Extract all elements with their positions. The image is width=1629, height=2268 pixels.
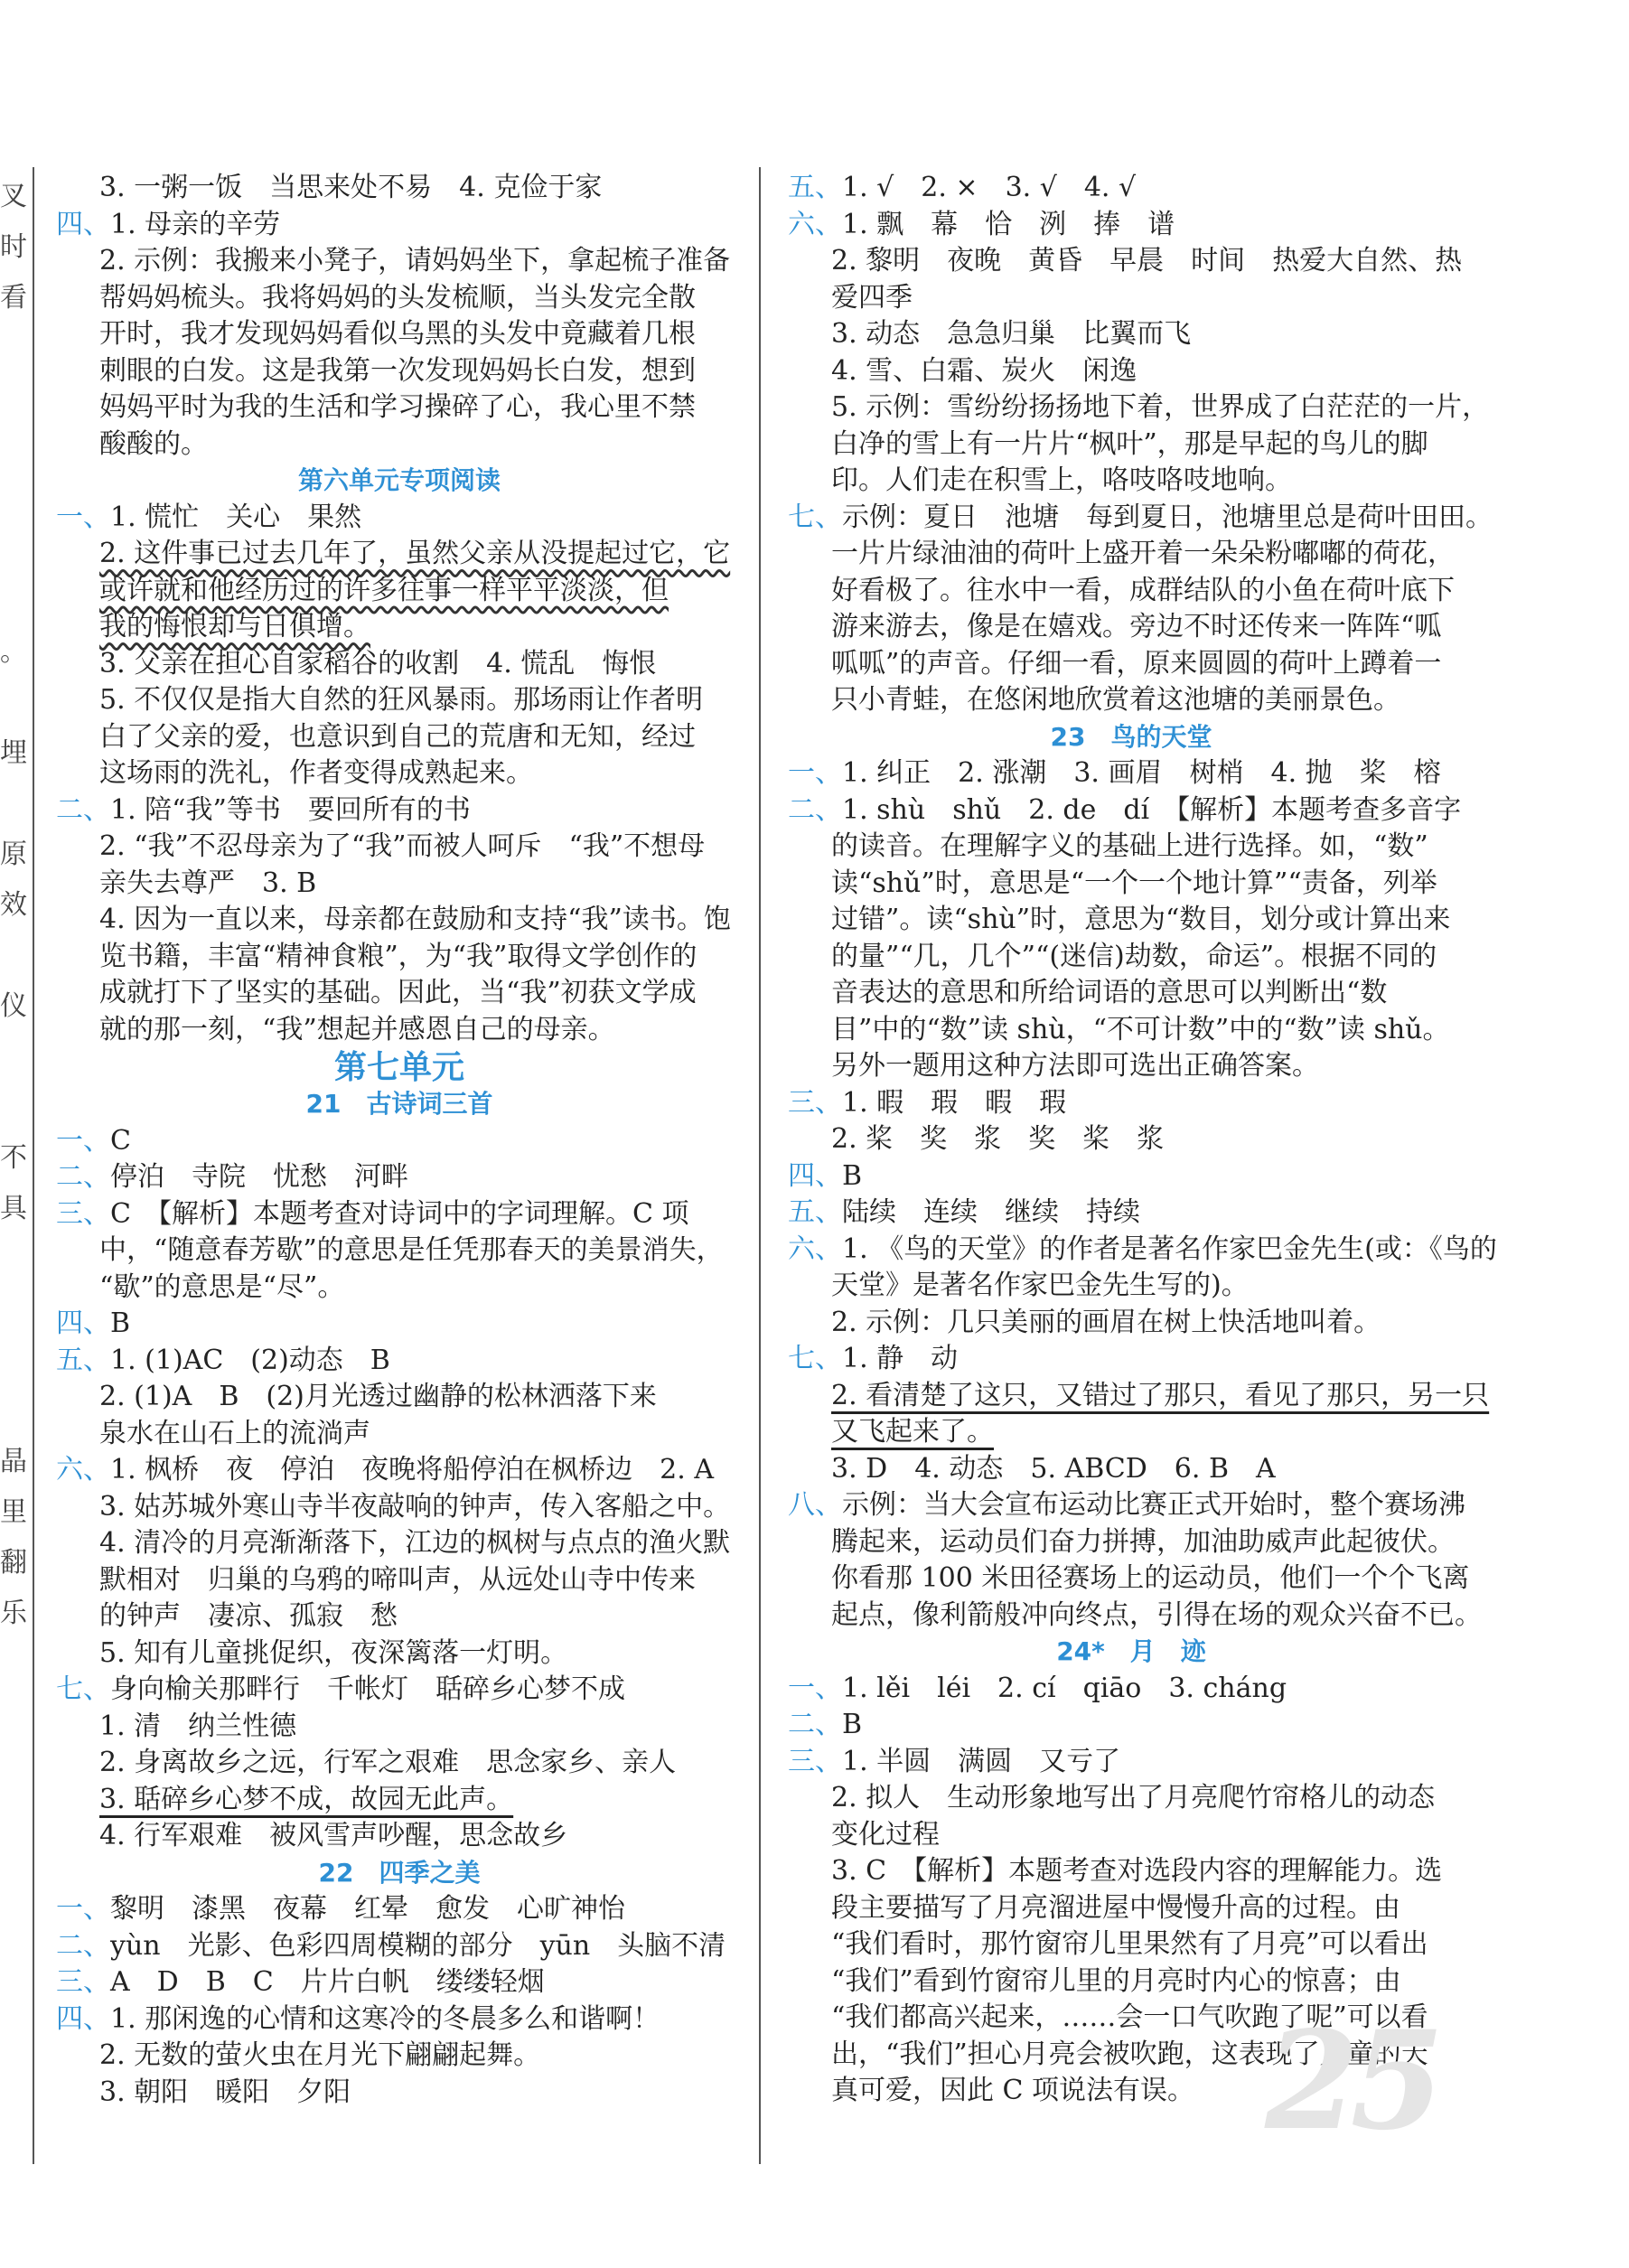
answer-line xyxy=(788,280,1475,317)
answer-text: 2. 无数的萤火虫在月光下翩翩起舞。 xyxy=(99,2039,541,2071)
answer-line xyxy=(788,1158,1475,1195)
answer-line xyxy=(56,1196,743,1233)
answer-text: 3. D 4. 动态 5. ABCD 6. B A xyxy=(831,1452,1276,1485)
question-number: 五、 xyxy=(56,1344,110,1376)
answer-line xyxy=(56,939,743,976)
answer-line xyxy=(788,1926,1475,1963)
answer-text: 读“shǔ”时，意思是“一个一个地计算”“责备，列举 xyxy=(831,867,1437,899)
edge-char: 乐 xyxy=(0,1598,27,1629)
answer-line xyxy=(788,1671,1475,1708)
answer-line xyxy=(788,646,1475,683)
answer-text: 的量”“几，几个”“(迷信)劫数，命运”。根据不同的 xyxy=(831,940,1437,972)
answer-line xyxy=(56,1635,743,1673)
question-number: 四、 xyxy=(788,1159,842,1192)
answer-line xyxy=(788,316,1475,353)
question-number: 八、 xyxy=(788,1489,842,1521)
answer-text: 2. 示例：几只美丽的画眉在树上快活地叫着。 xyxy=(831,1306,1381,1338)
answer-text: 1. 那闲逸的心情和这寒冷的冬晨多么和谐啊！ xyxy=(110,2002,660,2035)
question-number: 五、 xyxy=(788,1196,842,1228)
answer-line xyxy=(788,1451,1475,1488)
left-answer-column xyxy=(56,170,743,2111)
answer-line xyxy=(788,463,1475,500)
answer-text: “我们”看到竹窗帘儿里的月亮时内心的惊喜；由 xyxy=(831,1964,1401,1997)
answer-text: 游来游去，像是在嬉戏。旁边不时还传来一阵阵“呱 xyxy=(831,611,1442,642)
answer-text: 白净的雪上有一片片“枫叶”，那是早起的鸟儿的脚 xyxy=(831,427,1428,460)
question-number: 三、 xyxy=(788,1086,842,1119)
answer-line xyxy=(788,1780,1475,1817)
answer-line xyxy=(788,1963,1475,2001)
page-number: 25 xyxy=(1265,2001,1436,2160)
answer-line xyxy=(56,1928,743,1965)
answer-text: 停泊 寺院 忧愁 河畔 xyxy=(110,1161,408,1193)
answer-text: 1. √ 2. × 3. √ 4. √ xyxy=(842,172,1137,203)
answer-line xyxy=(56,389,743,426)
edge-char: 。 xyxy=(0,636,27,668)
answer-line xyxy=(788,1853,1475,1890)
answer-line xyxy=(56,1123,743,1160)
answer-line xyxy=(788,1048,1475,1085)
answer-line xyxy=(788,1268,1475,1305)
answer-text: 示例：夏日 池塘 每到夏日，池塘里总是荷叶田田。 xyxy=(842,501,1493,533)
answer-line xyxy=(56,500,743,537)
answer-line xyxy=(56,1489,743,1526)
answer-text: 或许就和他经历过的许多往事一样平平淡淡，但 xyxy=(99,574,669,606)
answer-text: 我的悔恨却与日俱增。 xyxy=(99,611,370,642)
answer-line xyxy=(56,1964,743,2001)
answer-text: 真可爱，因此 C 项说法有误。 xyxy=(831,2075,1195,2106)
answer-line xyxy=(56,1782,743,1819)
question-number: 三、 xyxy=(788,1745,842,1777)
answer-text: 1. (1)AC (2)动态 B xyxy=(110,1344,390,1376)
answer-line xyxy=(56,1452,743,1489)
answer-text: B xyxy=(842,1159,863,1192)
answer-text: “歇”的意思是“尽”。 xyxy=(99,1270,345,1303)
answer-line xyxy=(788,170,1475,207)
answer-text: 成就打下了坚实的基础。因此，当“我”初获文学成 xyxy=(99,977,697,1008)
edge-char: 效 xyxy=(0,889,27,921)
answer-line xyxy=(788,1232,1497,1269)
answer-text: 默相对 归巢的乌鸦的啼叫声，从远处山寺中传来 xyxy=(99,1563,696,1596)
answer-text: 1. 慌忙 关心 果然 xyxy=(110,501,362,533)
question-number: 二、 xyxy=(788,793,842,826)
answer-text: 好看极了。往水中一看，成群结队的小鱼在荷叶底下 xyxy=(831,574,1455,606)
answer-text: 陆续 连续 继续 持续 xyxy=(842,1196,1140,1228)
question-number: 六、 xyxy=(788,1232,842,1265)
edge-char xyxy=(0,931,23,981)
answer-line xyxy=(56,719,743,756)
edge-char: 仪 xyxy=(0,990,27,1022)
answer-line xyxy=(788,792,1475,829)
answer-line xyxy=(56,1818,743,1855)
answer-line xyxy=(56,755,743,792)
answer-text: 一片片绿油油的荷叶上盛开着一朵朵粉嘟嘟的荷花， xyxy=(831,538,1455,569)
answer-text: “我们都高兴起来，……会一口气吹跑了呢”可以看 xyxy=(831,2001,1428,2033)
edge-char xyxy=(0,1386,23,1437)
edge-char: 时 xyxy=(0,231,27,263)
edge-char xyxy=(0,1285,23,1335)
edge-char xyxy=(0,1082,23,1133)
edge-char: 看 xyxy=(0,282,27,314)
answer-text: 1. shù shǔ 2. de dí 【解析】本题考查多音字 xyxy=(842,793,1462,826)
answer-line xyxy=(56,866,743,903)
answer-text: 2. 桨 奖 浆 奖 桨 浆 xyxy=(831,1123,1165,1155)
answer-text: 开时，我才发现妈妈看似乌黑的头发中竟藏着几根 xyxy=(99,318,696,350)
answer-line xyxy=(56,170,743,207)
answer-text: 呱呱”的声音。仔细一看，原来圆圆的荷叶上蹲着一 xyxy=(831,647,1442,679)
edge-char xyxy=(0,374,23,425)
answer-line xyxy=(788,353,1475,390)
unit-heading: 第七单元 xyxy=(333,1048,464,1086)
answer-text: 的钟声 凄凉、孤寂 愁 xyxy=(99,1600,398,1632)
answer-text: A D B C 片片白帆 缕缕轻烟 xyxy=(110,1966,545,1998)
answer-line xyxy=(788,1524,1475,1561)
answer-text: 爱四季 xyxy=(831,281,913,314)
edge-char: 翻 xyxy=(0,1547,27,1579)
answer-text: 2. 身离故乡之远，行军之艰难 思念家乡、亲人 xyxy=(99,1747,677,1778)
answer-text: 1. 清 纳兰性德 xyxy=(99,1710,297,1742)
answer-text: 1. 暇 瑕 暇 瑕 xyxy=(842,1086,1067,1119)
answer-text: 1. lěi léi 2. cí qiāo 3. cháng xyxy=(842,1672,1287,1704)
question-number: 三、 xyxy=(56,1966,110,1998)
answer-line xyxy=(56,1709,743,1746)
answer-line xyxy=(788,500,1493,537)
question-number: 二、 xyxy=(788,1709,842,1740)
edge-char xyxy=(0,779,23,829)
answer-text: 览书籍，丰富“精神食粮”，为“我”取得文学创作的 xyxy=(99,940,697,972)
answer-text: 5. 知有儿童挑促织，夜深篱落一灯明。 xyxy=(99,1636,568,1669)
answer-line xyxy=(56,280,743,317)
answer-text: 只小青蛙，在悠闲地欣赏着这池塘的美丽景色。 xyxy=(831,684,1400,716)
answer-line xyxy=(788,207,1475,244)
answer-text: 腾起来，运动员们奋力拼搏，加油助威声此起彼伏。 xyxy=(831,1525,1455,1558)
question-number: 二、 xyxy=(56,1161,110,1193)
question-number: 六、 xyxy=(788,208,842,240)
answer-text: 帮妈妈梳头。我将妈妈的头发梳顺，当头发完全散 xyxy=(99,281,696,314)
answer-line xyxy=(56,609,743,646)
answer-text: 2. (1)A B (2)月光透过幽静的松林洒落下来 xyxy=(99,1381,657,1412)
answer-line xyxy=(788,1085,1475,1122)
answer-text: 的读音。在理解字义的基础上进行选择。如，“数” xyxy=(831,830,1428,862)
answer-text: 另外一题用这种方法即可选出正确答案。 xyxy=(831,1050,1319,1082)
answer-text: B xyxy=(110,1307,131,1339)
answer-line xyxy=(56,829,743,866)
answer-line xyxy=(788,1121,1475,1158)
edge-char: 具 xyxy=(0,1193,27,1224)
edge-char xyxy=(0,526,23,576)
answer-text: 泉水在山石上的流淌声 xyxy=(99,1417,370,1449)
answer-line xyxy=(788,573,1475,610)
question-number: 一、 xyxy=(788,1672,842,1704)
question-number: 七、 xyxy=(788,501,842,533)
answer-line xyxy=(56,243,743,280)
edge-char xyxy=(0,475,23,526)
question-number: 三、 xyxy=(56,1197,110,1230)
answer-text: 2. 拟人 生动形象地写出了月亮爬竹帘格儿的动态 xyxy=(831,1782,1436,1813)
answer-text: C 【解析】本题考查对诗词中的字词理解。C 项 xyxy=(110,1197,689,1230)
answer-line xyxy=(56,1891,743,1928)
answer-text: C xyxy=(110,1124,131,1157)
answer-line xyxy=(56,1745,743,1782)
answer-line xyxy=(56,1525,743,1562)
answer-line xyxy=(788,1414,1475,1451)
answer-text: 3. 动态 急急归巢 比翼而飞 xyxy=(831,318,1192,350)
edge-char xyxy=(0,678,23,728)
answer-text: 4. 清冷的月亮渐渐落下，江边的枫树与点点的渔火默 xyxy=(99,1527,731,1559)
answer-text: 2. 示例：我搬来小凳子，请妈妈坐下，拿起梳子准备 xyxy=(99,245,731,276)
answer-text: 1. 枫桥 夜 停泊 夜晚将船停泊在枫桥边 2. A xyxy=(110,1454,714,1485)
edge-char xyxy=(0,1032,23,1082)
question-number: 七、 xyxy=(56,1673,110,1705)
answer-text: 5. 示例：雪纷纷扬扬地下着，世界成了白茫茫的一片， xyxy=(831,391,1490,423)
answer-line xyxy=(56,792,743,829)
edge-char: 晶 xyxy=(0,1446,27,1477)
answer-line xyxy=(788,1598,1482,1635)
answer-line xyxy=(56,2001,743,2038)
answer-text: 你看那 100 米田径赛场上的运动员，他们一个个飞离 xyxy=(831,1562,1470,1594)
answer-line xyxy=(56,1343,743,1380)
answer-text: B xyxy=(842,1709,863,1740)
edge-char xyxy=(0,1335,23,1386)
answer-line xyxy=(788,609,1475,646)
section-heading: 第六单元专项阅读 xyxy=(297,465,501,495)
answer-line xyxy=(56,1012,743,1049)
question-number: 六、 xyxy=(56,1454,110,1485)
answer-line xyxy=(56,353,743,390)
answer-line xyxy=(788,755,1475,792)
answer-text: 刺眼的白发。这是我第一次发现妈妈长白发，想到 xyxy=(99,354,696,387)
answer-text: 黎明 漆黑 夜幕 红晕 愈发 心旷神怡 xyxy=(110,1893,625,1925)
answer-line xyxy=(788,1378,1490,1415)
answer-text: 过错”。读“shù”时，意思为“数目，划分或计算出来 xyxy=(831,904,1451,935)
edge-char: 里 xyxy=(0,1496,27,1528)
answer-line xyxy=(56,1306,743,1343)
answer-line xyxy=(56,1562,743,1599)
answer-text: 3. 姑苏城外寒山寺半夜敲响的钟声，传入客船之中。 xyxy=(99,1490,731,1523)
section-heading: 24* 月 迹 xyxy=(1056,1636,1206,1666)
middle-column-divider xyxy=(759,167,761,2164)
answer-line xyxy=(788,1487,1475,1524)
answer-line xyxy=(56,682,743,719)
answer-text: 变化过程 xyxy=(831,1818,940,1851)
answer-text: “我们看时，那竹窗帘儿里果然有了月亮”可以看出 xyxy=(831,1928,1428,1960)
section-heading: 21 古诗词三首 xyxy=(305,1089,493,1119)
answer-line xyxy=(56,902,743,939)
answer-text: 3. 朝阳 暖阳 夕阳 xyxy=(99,2076,351,2108)
answer-text: 4. 雪、白霜、炭火 闲逸 xyxy=(831,354,1137,387)
answer-line xyxy=(788,1341,1475,1378)
answer-text: 1. 纠正 2. 涨潮 3. 画眉 树梢 4. 抛 桨 榕 xyxy=(842,757,1441,789)
answer-line xyxy=(56,1379,743,1416)
question-number: 二、 xyxy=(56,793,110,826)
answer-text: 1. 飘 幕 恰 洌 捧 谱 xyxy=(842,208,1175,240)
answer-line xyxy=(788,426,1475,464)
edge-char: 叉 xyxy=(0,181,27,212)
answer-text: 1. 半圆 满圆 又亏了 xyxy=(842,1745,1121,1777)
right-answer-column xyxy=(788,170,1497,2110)
answer-line xyxy=(56,1270,743,1307)
answer-line xyxy=(788,1707,1475,1744)
answer-line xyxy=(788,1012,1475,1049)
answer-line xyxy=(788,1890,1475,1927)
answer-line xyxy=(56,316,743,353)
question-number: 四、 xyxy=(56,2002,110,2035)
answer-line xyxy=(56,207,743,244)
answer-text: 又飞起来了。 xyxy=(831,1416,994,1448)
edge-char: 不 xyxy=(0,1142,27,1174)
answer-text: 天堂》是著名作家巴金先生写的)。 xyxy=(831,1270,1249,1301)
question-number: 一、 xyxy=(788,757,842,789)
edge-char: 原 xyxy=(0,839,27,870)
answer-line xyxy=(56,536,743,573)
answer-text: 音表达的意思和所给词语的意思可以判断出“数 xyxy=(831,977,1388,1008)
answer-line xyxy=(788,975,1475,1012)
question-number: 二、 xyxy=(56,1929,110,1962)
answer-line xyxy=(788,1305,1475,1342)
edge-char xyxy=(0,576,23,627)
question-number: 一、 xyxy=(56,1124,110,1157)
answer-text: yùn 光影、色彩四周模糊的部分 yūn 头脑不清 xyxy=(110,1929,726,1962)
answer-text: 2. 看清楚了这只，又错过了那只，看见了那只，另一只 xyxy=(831,1379,1490,1411)
answer-line xyxy=(56,1672,743,1709)
answer-text: 示例：当大会宣布运动比赛正式开始时，整个赛场沸 xyxy=(842,1489,1465,1521)
answer-text: 2. 黎明 夜晚 黄昏 早晨 时间 热爱大自然、热 xyxy=(831,245,1463,276)
answer-text: 就的那一刻，“我”想起并感恩自己的母亲。 xyxy=(99,1013,615,1045)
answer-text: 这场雨的洗礼，作者变得成熟起来。 xyxy=(99,757,533,789)
question-number: 七、 xyxy=(788,1343,842,1374)
answer-text: 3. 聒碎乡心梦不成，故园无此声。 xyxy=(99,1783,514,1815)
answer-text: 1. 陪“我”等书 要回所有的书 xyxy=(110,793,471,826)
answer-text: 起点，像利箭般冲向终点，引得在场的观众兴奋不已。 xyxy=(831,1598,1482,1631)
question-number: 四、 xyxy=(56,1307,110,1339)
answer-text: 印。人们走在积雪上，咯吱咯吱地响。 xyxy=(831,464,1292,496)
answer-line xyxy=(788,536,1475,573)
answer-text: 出，“我们”担心月亮会被吹跑，这表现了儿童的天 xyxy=(831,2038,1428,2070)
answer-line xyxy=(788,939,1475,976)
answer-text: 3. 父亲在担心自家稻谷的收割 4. 慌乱 悔恨 xyxy=(99,647,657,679)
answer-line xyxy=(56,646,743,683)
answer-text: 亲失去尊严 3. B xyxy=(99,867,317,899)
answer-text: 1. 母亲的辛劳 xyxy=(110,208,281,240)
answer-text: 5. 不仅仅是指大自然的狂风暴雨。那场雨让作者明 xyxy=(99,684,704,716)
answer-line xyxy=(56,1598,743,1635)
question-number: 四、 xyxy=(56,208,110,240)
edge-char: 埋 xyxy=(0,737,27,769)
left-column-divider xyxy=(33,167,34,2164)
answer-text: 妈妈平时为我的生活和学习操碎了心，我心里不禁 xyxy=(99,391,696,423)
answer-line xyxy=(788,1195,1475,1232)
answer-text: 身向榆关那畔行 千帐灯 聒碎乡心梦不成 xyxy=(110,1673,625,1705)
answer-line xyxy=(788,243,1475,280)
answer-text: 段主要描写了月亮溜进屋中慢慢升高的过程。由 xyxy=(831,1891,1400,1924)
answer-line xyxy=(56,1232,743,1270)
answer-line xyxy=(56,2075,743,2112)
answer-text: 2. 这件事已过去几年了，虽然父亲从没提起过它，它 xyxy=(99,538,731,569)
previous-page-edge xyxy=(0,172,27,1629)
answer-line xyxy=(56,426,743,464)
answer-text: 酸酸的。 xyxy=(99,427,208,460)
answer-text: 4. 因为一直以来，母亲都在鼓励和支持“我”读书。饱 xyxy=(99,904,731,935)
answer-line xyxy=(56,2038,743,2075)
answer-line xyxy=(56,975,743,1012)
section-heading: 23 鸟的天堂 xyxy=(1050,721,1212,752)
answer-line xyxy=(788,829,1475,866)
answer-line xyxy=(788,1744,1475,1781)
question-number: 一、 xyxy=(56,1893,110,1925)
edge-char xyxy=(0,425,23,475)
answer-line xyxy=(56,1159,743,1196)
edge-char xyxy=(0,1234,23,1285)
section-heading: 22 四季之美 xyxy=(318,1857,481,1888)
answer-text: 白了父亲的爱，也意识到自己的荒唐和无知，经过 xyxy=(99,720,696,753)
answer-text: 3. 一粥一饭 当思来处不易 4. 克俭于家 xyxy=(99,172,603,203)
answer-text: 4. 行军艰难 被风雪声吵醒，思念故乡 xyxy=(99,1820,568,1851)
answer-line xyxy=(788,902,1475,939)
answer-line xyxy=(788,1817,1475,1854)
answer-text: 1. 静 动 xyxy=(842,1343,959,1374)
answer-text: 目”中的“数”读 shù，“不可计数”中的“数”读 shǔ。 xyxy=(831,1013,1450,1045)
question-number: 五、 xyxy=(788,172,842,203)
answer-line xyxy=(788,682,1475,719)
answer-text: 2. “我”不忍母亲为了“我”而被人呵斥 “我”不想母 xyxy=(99,830,706,862)
answer-line xyxy=(56,1416,743,1453)
question-number: 一、 xyxy=(56,501,110,533)
answer-text: 中，“随意春芳歇”的意思是任凭那春天的美景消失， xyxy=(99,1234,724,1266)
answer-line xyxy=(788,389,1490,426)
answer-line xyxy=(56,573,743,610)
answer-text: 3. C 【解析】本题考查对选段内容的理解能力。选 xyxy=(831,1855,1443,1887)
answer-line xyxy=(788,866,1475,903)
edge-char xyxy=(0,323,23,374)
answer-line xyxy=(788,1560,1475,1598)
answer-text: 1. 《鸟的天堂》的作者是著名作家巴金先生(或：《鸟的 xyxy=(842,1232,1497,1265)
